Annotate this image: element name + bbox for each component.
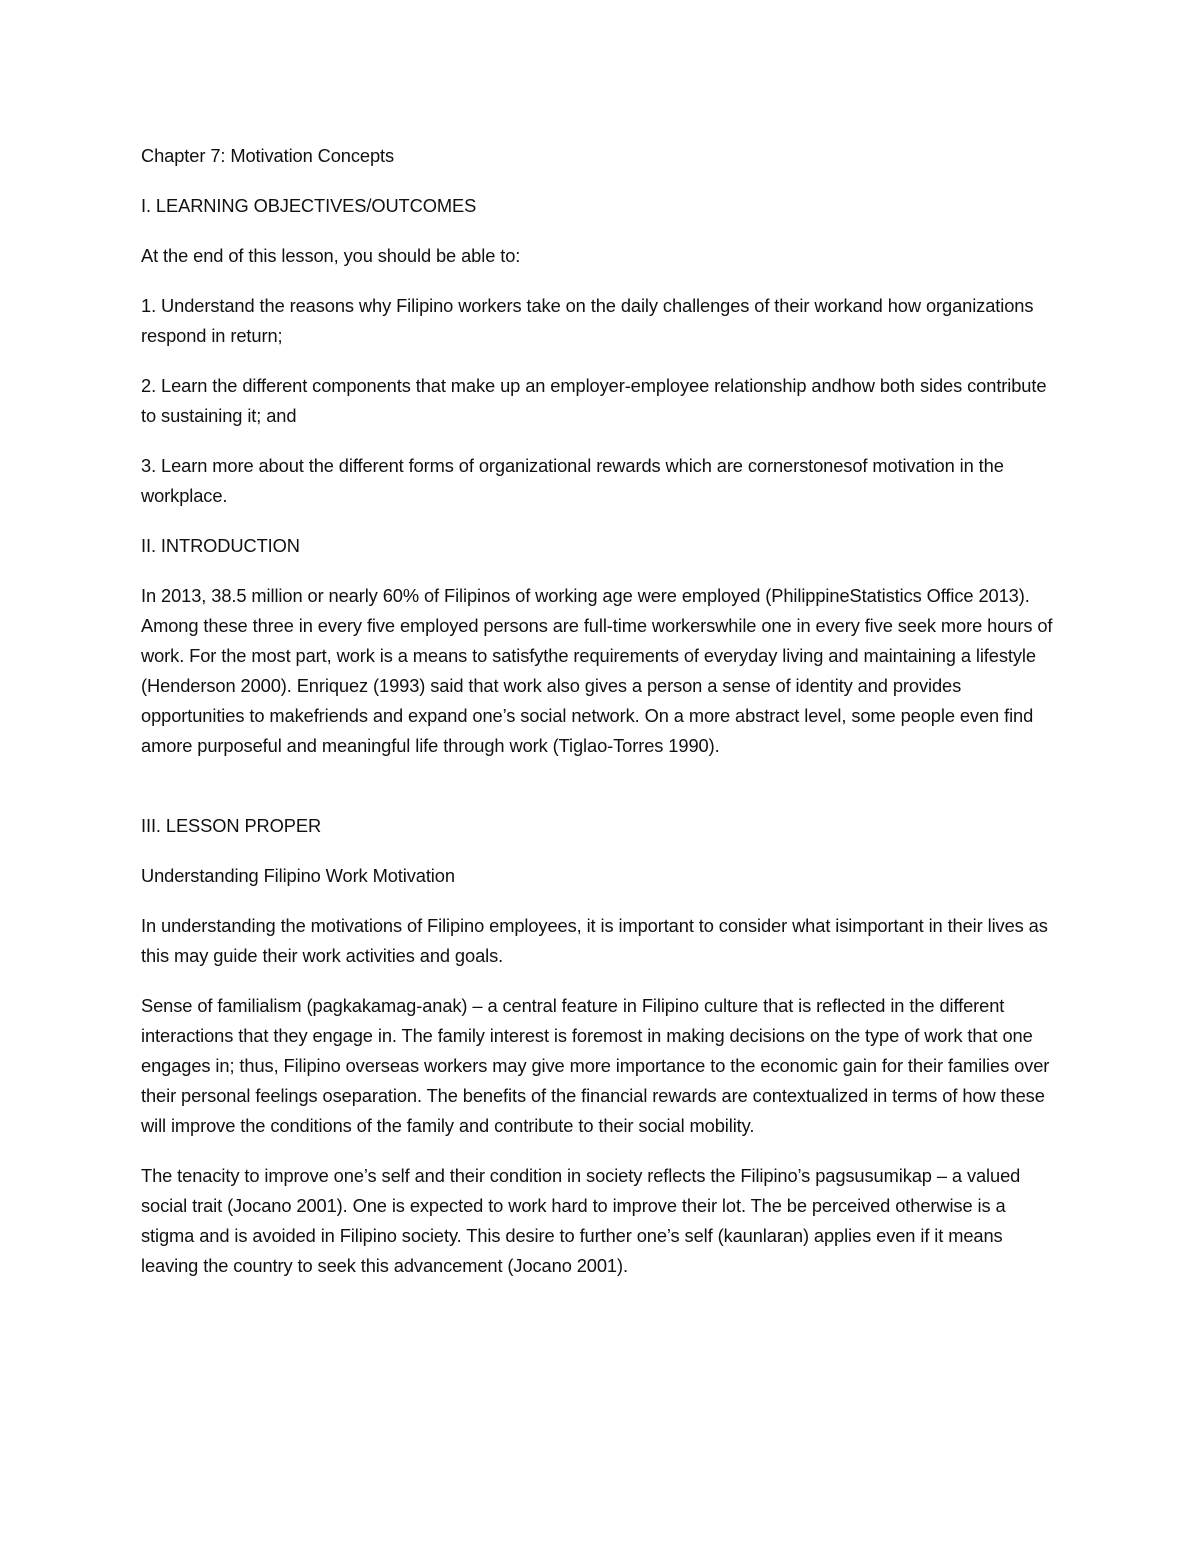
- body-paragraph: In understanding the motivations of Filipino employees, it is important to consider what isimportant in their lives as this may guide their work activities and goals.: [141, 915, 1048, 966]
- chapter-title: Chapter 7: Motivation Concepts: [141, 145, 395, 166]
- section-heading-introduction: II. INTRODUCTION: [141, 535, 300, 556]
- introduction-paragraph: In 2013, 38.5 million or nearly 60% of Filipinos of working age were employed (PhilippineStatistics Office 2013). Among these three in every five employed persons are full-time workerswhile one in every five seek more hours of work. For the most part, work is a means to satisfythe requirements of everyday living and maintaining a lifestyle (Henderson 2000). Enriquez (1993) said that work also gives a person a sense of identity and provides opportunities to makefriends and expand one’s social network. On a more abstract level, some people even find amore purposeful and meaningful life through work (Tiglao-Torres 1990).: [141, 585, 1053, 756]
- objective-item: 1. Understand the reasons why Filipino workers take on the daily challenges of their workand how organizations respond in return;: [141, 295, 1034, 346]
- document-body: [141, 141, 1061, 1301]
- body-paragraph: Sense of familialism (pagkakamag-anak) – a central feature in Filipino culture that is reflected in the different interactions that they engage in. The family interest is foremost in making decisions on the type of work that one engages in; thus, Filipino overseas workers may give more importance to the economic gain for their families over their personal feelings oseparation. The benefits of the financial rewards are contextualized in terms of how these will improve the conditions of the family and contribute to their social mobility.: [141, 995, 1050, 1136]
- section-heading-lesson-proper: III. LESSON PROPER: [141, 815, 322, 836]
- body-paragraph: The tenacity to improve one’s self and their condition in society reflects the Filipino’s pagsusumikap – a valued social trait (Jocano 2001). One is expected to work hard to improve their lot. The be perceived otherwise is a stigma and is avoided in Filipino society. This desire to further one’s self (kaunlaran) applies even if it means leaving the country to seek this advancement (Jocano 2001).: [141, 1165, 1021, 1276]
- objectives-intro: At the end of this lesson, you should be able to:: [141, 245, 521, 266]
- objective-item: 2. Learn the different components that make up an employer-employee relationship andhow both sides contribute to sustaining it; and: [141, 375, 1047, 426]
- subheading-work-motivation: Understanding Filipino Work Motivation: [141, 865, 455, 886]
- objective-item: 3. Learn more about the different forms of organizational rewards which are cornerstonesof motivation in the workplace.: [141, 455, 1004, 506]
- section-heading-learning-objectives: I. LEARNING OBJECTIVES/OUTCOMES: [141, 195, 477, 216]
